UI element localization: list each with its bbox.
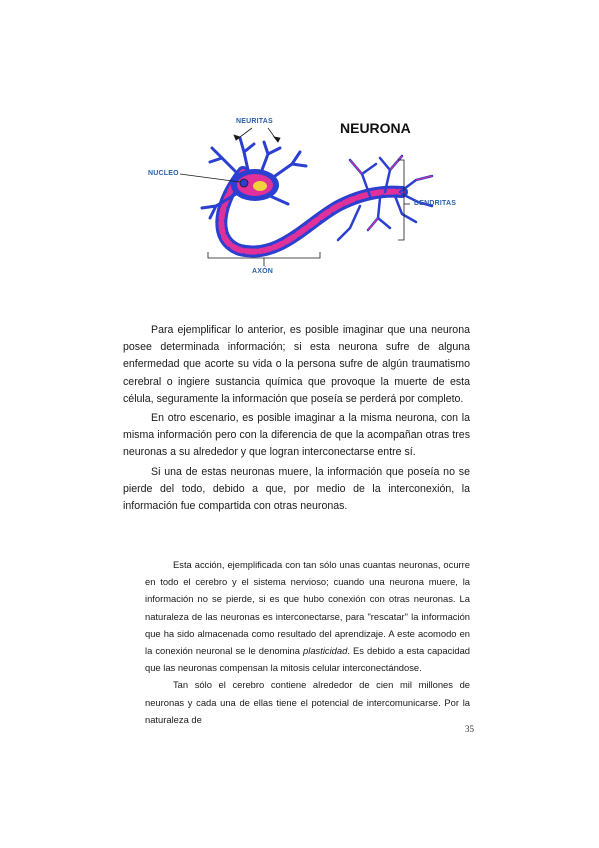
- label-axon: AXÓN: [252, 268, 274, 275]
- paragraph-text: . Es debido a esta capacidad que las neuronas compensan la mitosis celular interconectándose.: [145, 645, 470, 674]
- label-nucleo: NUCLEO: [148, 170, 179, 177]
- paragraph: Tan sólo el cerebro contiene alrededor de cien mil millones de neuronas y cada una de ellas tiene el potencial de intercomunicarse. Por la naturaleza de: [145, 679, 470, 725]
- emphasis-term: plasticidad: [303, 645, 348, 657]
- figure-title: NEURONA: [340, 120, 411, 136]
- neuron-figure: [140, 110, 457, 290]
- section-1-text: [123, 322, 470, 515]
- label-dendritas: DENDRITAS: [414, 200, 457, 207]
- paragraph-text: Esta acción, ejemplificada con tan sólo unas cuantas neuronas, ocurre en todo el cerebro y el sistema nervioso; cuando una neurona muere, la información no se pierde, si es que hubo conexión con otras neuronas. La naturaleza de las neuronas es interconectarse, para "rescatar" la información que ha sido almacenada como resultado del aprendizaje. A este acomodo en la conexión neuronal se le denomina: [145, 559, 470, 657]
- nucleus-shape: [240, 179, 248, 187]
- paragraph: En otro escenario, es posible imaginar a la misma neurona, con la misma información pero con la diferencia de que la acompañan otras tres neuronas a su alrededor y que logran interconectarse entre sí.: [123, 412, 470, 459]
- page-number: 35: [465, 724, 474, 734]
- paragraph: Para ejemplificar lo anterior, es posible imaginar que una neurona posee determinada información; si esta neurona sufre de alguna enfermedad que acorte su vida o la persona sufre de algún traumatismo cerebral o ingiere sustancia química que provoque la muerte de esta célula, seguramente la información que poseía se perderá por completo.: [123, 324, 470, 405]
- label-neuritas: NEURITAS: [236, 118, 273, 125]
- neuron-illustration: [140, 110, 440, 290]
- paragraph: Si una de estas neuronas muere, la información que poseía no se pierde del todo, debido a que, por medio de la interconexión, la información fue compartida con otras neuronas.: [123, 465, 470, 513]
- section-2-text: [145, 556, 470, 728]
- paragraph: [145, 556, 470, 676]
